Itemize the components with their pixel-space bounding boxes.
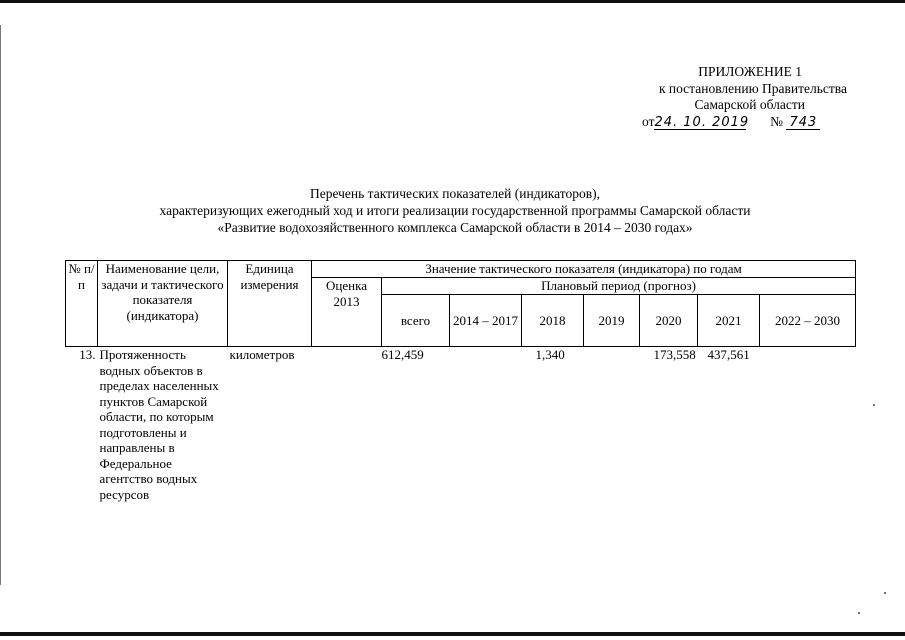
heading-line-2: характеризующих ежегодный ход и итоги реализации государственной программы Самарской области [159, 203, 751, 218]
header-col-2020: 2020 [640, 295, 698, 347]
value-estimate-2013 [312, 347, 382, 503]
handwritten-date: 24. 10. 2019 [654, 114, 750, 130]
table-row [66, 347, 856, 503]
value-2018: 1,340 [535, 347, 565, 362]
header-col-2014-2017: 2014 – 2017 [450, 295, 522, 347]
header-col-2022-2030: 2022 – 2030 [760, 295, 856, 347]
heading-line-3: «Развитие водохозяйственного комплекса Самарской области в 2014 – 2030 годах» [217, 220, 693, 235]
value-2022-2030 [760, 347, 856, 503]
appendix-date-row [620, 114, 850, 131]
scan-speck [858, 612, 860, 614]
scan-edge-bottom [0, 632, 905, 636]
header-col-2021: 2021 [698, 295, 760, 347]
header-col-total: всего [382, 295, 450, 347]
value-total: 612,459 [381, 347, 424, 362]
scan-edge-left [0, 25, 1, 585]
value-2021: 437,561 [707, 347, 750, 362]
header-name: Наименование цели, задачи и тактического показателя (индикатора) [98, 261, 228, 347]
header-number: № п/п [66, 261, 98, 347]
indicator-name: Протяженность водных объектов в пределах населенных пунктов Самарской области, по которым подготовлены и направлены в Федеральное агентство водных ресурсов [99, 347, 219, 502]
scan-edge-top [0, 0, 905, 3]
appendix-region-line: Самарской области [694, 97, 805, 112]
heading-line-1: Перечень тактических показателей (индикаторов), [309, 186, 601, 201]
appendix-resolution-line: к постановлению Правительства [658, 80, 847, 96]
header-plan-period: Плановый период (прогноз) [382, 278, 856, 295]
indicators-table [65, 260, 856, 502]
scan-speck [873, 404, 875, 406]
appendix-block [620, 64, 850, 130]
scan-speck [884, 592, 886, 594]
indicator-unit: километров [229, 347, 295, 362]
header-unit: Единица измерения [228, 261, 312, 347]
value-2014-2017 [450, 347, 522, 503]
header-values-by-year: Значение тактического показателя (индикатора) по годам [312, 261, 856, 278]
header-estimate-2013: Оценка 2013 [312, 278, 382, 347]
value-2020: 173,558 [653, 347, 696, 362]
number-prefix: № [770, 113, 783, 129]
row-number: 13. [79, 347, 96, 362]
value-2019 [584, 347, 640, 503]
handwritten-number: 743 [786, 116, 820, 130]
appendix-title: ПРИЛОЖЕНИЕ 1 [698, 64, 802, 79]
document-heading [40, 185, 870, 236]
date-prefix: от [642, 113, 655, 129]
header-col-2019: 2019 [584, 295, 640, 347]
header-col-2018: 2018 [522, 295, 584, 347]
